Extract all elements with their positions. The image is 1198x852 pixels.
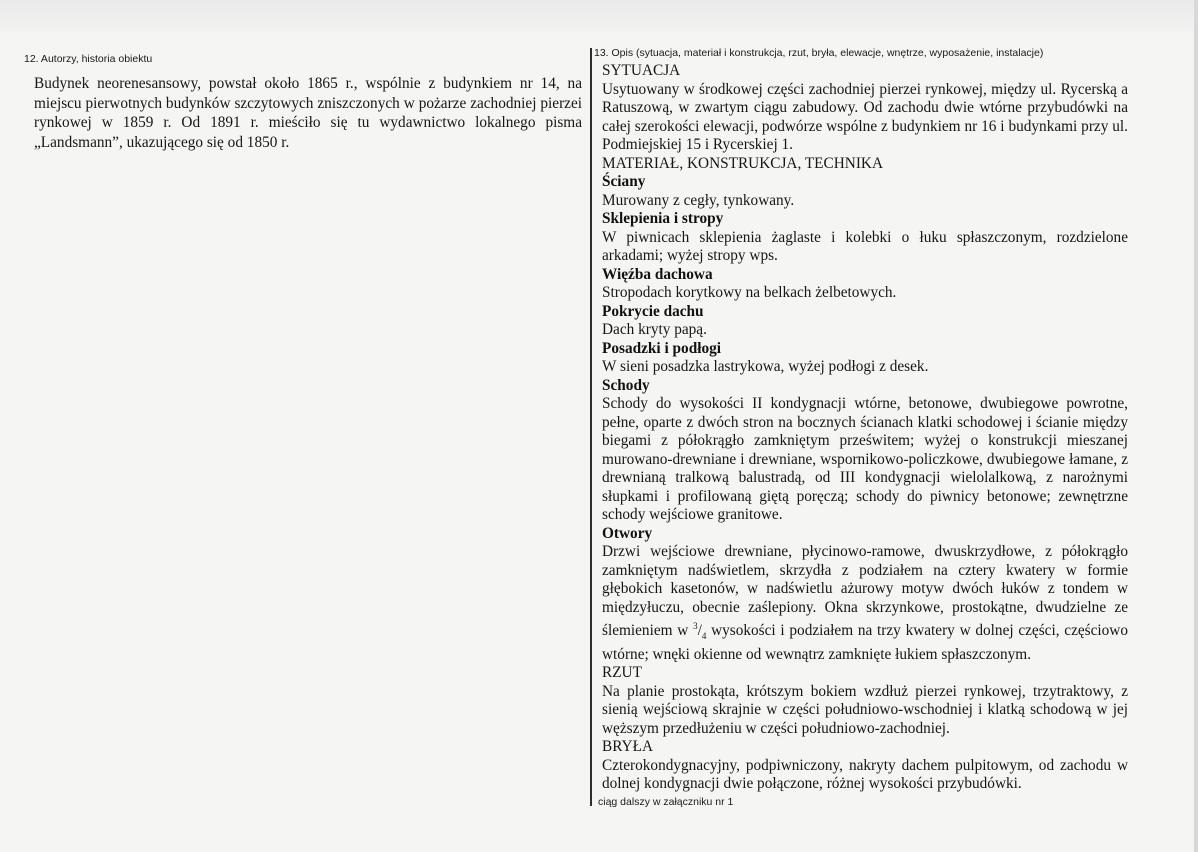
wiezba-label: Więźba dachowa [602, 265, 713, 283]
scan-top-band [0, 0, 1198, 32]
posadzki-text: W sieni posadzka lastrykowa, wyżej podłogi z desek. [602, 358, 929, 375]
sklepienia-label: Sklepienia i stropy [602, 210, 724, 227]
otwory-text: Drzwi wejściowe drewniane, płycinowo-ramowe, dwuskrzydłowe, z półokrągło zamkniętym nadświetlem, skrzydła z podziałem na cztery kwatery w formie głębokich kasetonów, w nadświetlu ażurowy motyw dwóch łuków z tondem w międzyłuczu, obecnie zaślepiony. Okna skrzynkowe, prostokątne, dwudzielne ze ślemieniem w $^3/_4$ wysokości i podziałem na trzy kwatery w dolnej części, częściowo wtórne; wnęki okienne od wewnątrz zamknięte łukiem spłaszczonym. [602, 543, 1128, 663]
description-heading: 13. Opis (sytuacja, materiał i konstrukcja, rzut, bryła, elewacje, wnętrze, wyposażenie, instalacje) [594, 47, 1044, 59]
schody-label: Schody [602, 376, 650, 394]
history-heading: 12. Autorzy, historia obiektu [24, 53, 153, 65]
description-section [594, 46, 1128, 809]
column-divider [590, 48, 592, 806]
pokrycie-text: Dach kryty papą. [602, 321, 707, 338]
material-title: MATERIAŁ, KONSTRUKCJA, TECHNIKA [602, 154, 884, 172]
sytuacja-title: SYTUACJA [602, 62, 681, 79]
otwory-text-part1: Drzwi wejściowe drewniane, płycinowo-ramowe, dwuskrzydłowe, z półokrągło zamkniętym nadświetlem, skrzydła z podziałem na cztery kwatery w formie głębokich kasetonów, w nadświetlu ażurowy motyw dwóch łuków z tondem w międzyłuczu, obecnie zaślepiony. Okna skrzynkowe, prostokątne, dwudzielne ze ślemieniem w [602, 543, 1128, 640]
otwory-label: Otwory [602, 524, 653, 542]
history-section [24, 52, 582, 152]
pokrycie-label: Pokrycie dachu [602, 302, 704, 320]
sytuacja-text: Usytuowany w środkowej części zachodniej pierzei rynkowej, między ul. Rycerską a Ratuszową, w zwartym ciągu zabudowy. Od zachodu dwie wtórne przybudówki na całej szerokości elewacji, podwórze wspólne z budynkiem nr 16 i budynkami przy ul. Podmiejskiej 15 i Rycerskiej 1. [602, 80, 1128, 153]
posadzki-label: Posadzki i podłogi [602, 339, 722, 357]
bryla-title: BRYŁA [602, 738, 653, 756]
schody-text: Schody do wysokości II kondygnacji wtórne, betonowe, dwubiegowe powrotne, pełne, oparte z dwóch stron na bocznych ścianach klatki schodowej i ścianie między biegami z półokrągło zamkniętym prześwitem; wyżej o konstrukcji mieszanej murowano-drewniane i drewniane, wspornikowo-policzkowe, dwubiegowe łamane, z drewnianą tralkową balustradą, od III kondygnacji wielolalkową, z narożnymi słupkami i profilowaną giętą poręczą; schody do piwnicy betonowe; zewnętrzne schody wejściowe granitowe. [602, 395, 1128, 523]
wiezba-text: Stropodach korytkowy na belkach żelbetowych. [602, 284, 897, 301]
continued-note: ciąg dalszy w załączniku nr 1 [598, 795, 734, 808]
sklepienia-text: W piwnicach sklepienia żaglaste i kolebki o łuku spłaszczonym, rozdzielone arkadami; wyżej stropy wps. [602, 228, 1128, 264]
fraction-denominator: 4 [701, 631, 707, 642]
history-paragraph: Budynek neorenesansowy, powstał około 1865 r., wspólnie z budynkiem nr 14, na miejscu pierwotnych budynków szczytowych zniszczonych w pożarze zachodniej pierzei rynkowej w 1859 r. Od 1891 r. mieściło się tu wydawnictwo lokalnego pisma „Landsmann”, ukazującego się od 1850 r. [34, 75, 582, 151]
rzut-title: RZUT [602, 664, 642, 682]
bryla-text: Czterokondygnacyjny, podpiwniczony, nakryty dachem pulpitowym, od zachodu w dolnej kondygnacji dwie połączone, różnej wysokości przybudówki. [602, 756, 1128, 793]
otwory-text-part2: wysokości i podziałem na trzy kwatery w dolnej części, częściowo wtórne; wnęki okienne od wewnątrz zamknięte łukiem spłaszczonym. [602, 622, 1128, 663]
sciany-label: Ściany [602, 173, 646, 190]
fraction-numerator: 3 [693, 621, 698, 631]
sciany-text: Murowany z cegły, tynkowany. [602, 191, 795, 209]
scan-right-edge [1194, 0, 1198, 852]
rzut-text: Na planie prostokąta, krótszym bokiem wzdłuż pierzei rynkowej, trzytraktowy, z sienią wejściową skrajnie w części południowo-wschodniej i klatką schodową w jej węższym przedłużeniu w części południowo-zachodniej. [602, 682, 1128, 737]
